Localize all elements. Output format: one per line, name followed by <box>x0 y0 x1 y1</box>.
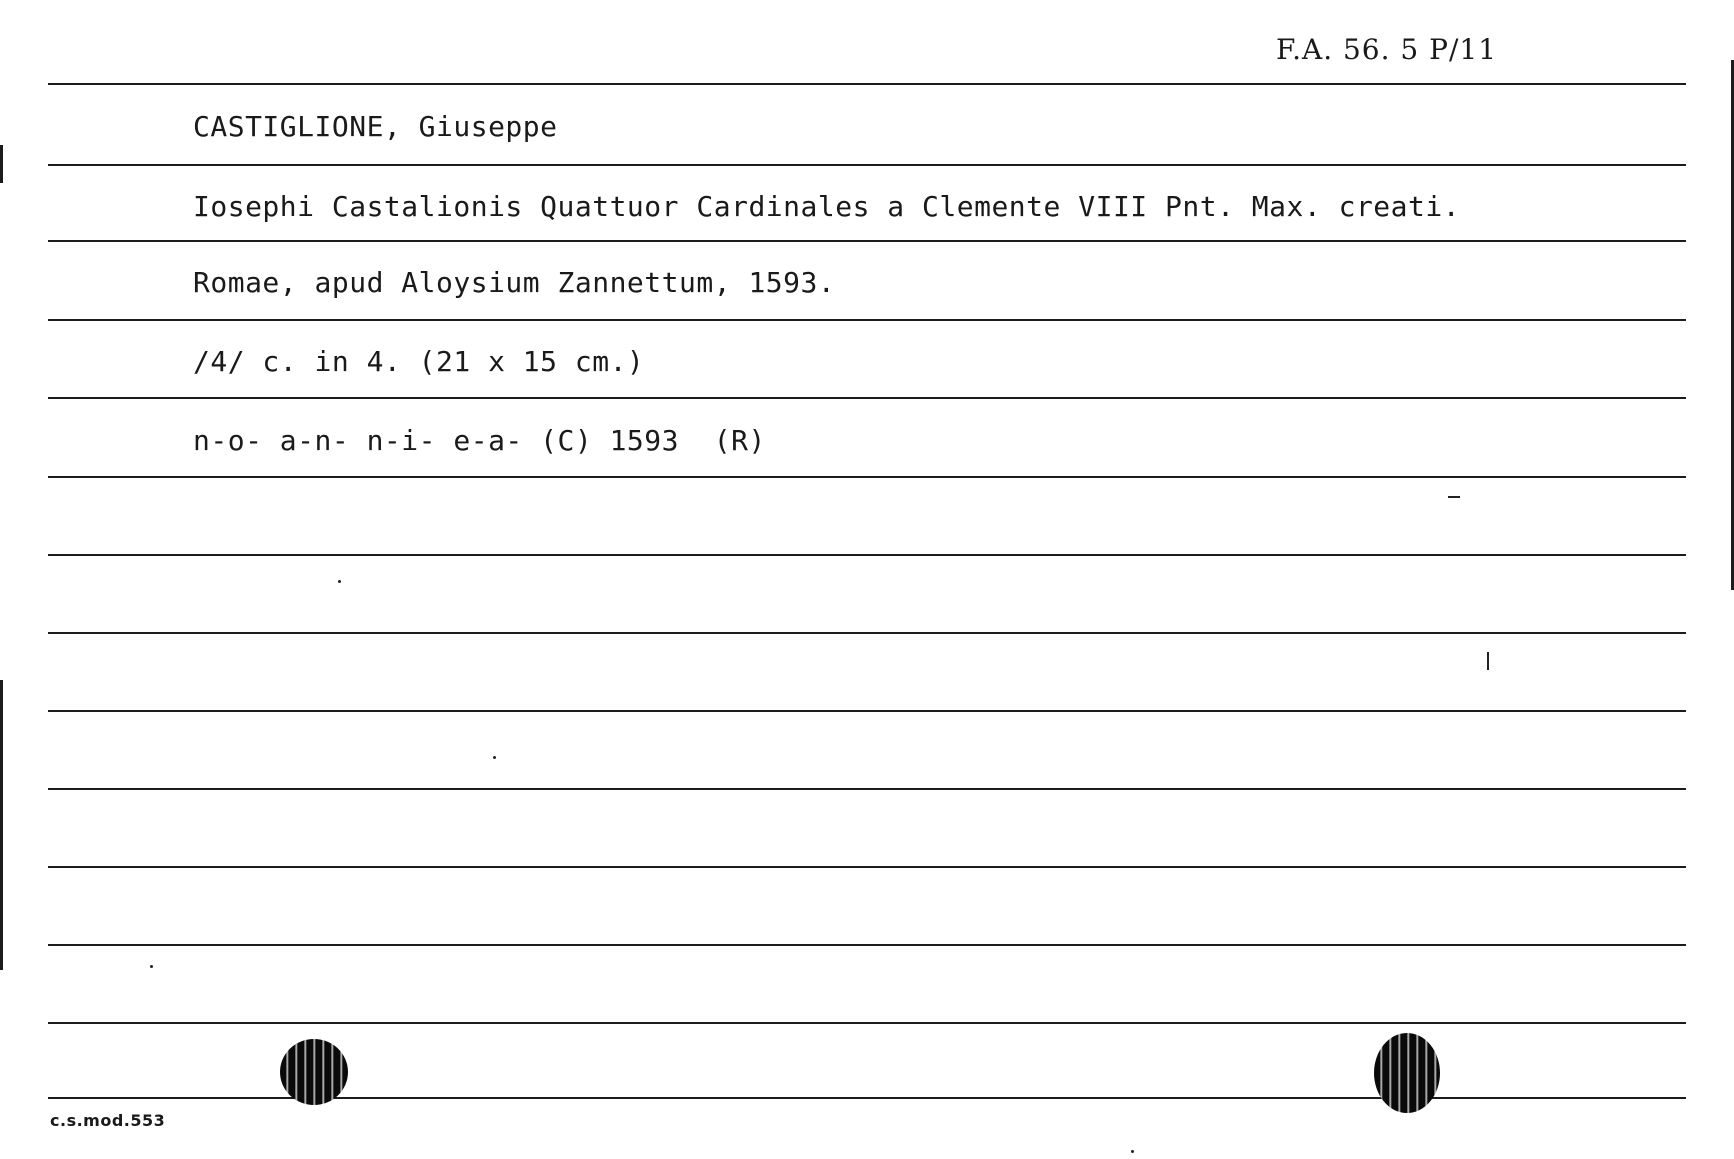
left-edge-mark <box>0 145 3 183</box>
ruled-line <box>48 554 1686 556</box>
punch-hole-left <box>280 1039 348 1105</box>
ruled-line <box>48 944 1686 946</box>
ruled-line <box>48 632 1686 634</box>
ruled-line <box>48 476 1686 478</box>
ruled-line <box>48 83 1686 85</box>
speck <box>1487 652 1489 670</box>
left-edge-mark <box>0 680 3 970</box>
author-heading: CASTIGLIONE, Giuseppe <box>193 110 558 143</box>
imprint-entry: Romae, apud Aloysium Zannettum, 1593. <box>193 266 836 299</box>
ruled-line <box>48 866 1686 868</box>
ruled-line <box>48 397 1686 399</box>
ruled-line <box>48 164 1686 166</box>
fingerprint-entry: n-o- a-n- n-i- e-a- (C) 1593 (R) <box>193 424 766 457</box>
speck <box>1448 496 1460 498</box>
punch-hole-right <box>1374 1033 1440 1113</box>
title-entry: Iosephi Castalionis Quattuor Cardinales a Clemente VIII Pnt. Max. creati. <box>193 190 1461 223</box>
ruled-line <box>48 240 1686 242</box>
ruled-line <box>48 1022 1686 1024</box>
speck <box>338 580 341 583</box>
ruled-line <box>48 319 1686 321</box>
ruled-line <box>48 710 1686 712</box>
speck <box>493 756 496 759</box>
collation-entry: /4/ c. in 4. (21 x 15 cm.) <box>193 345 645 378</box>
speck <box>1131 1150 1134 1153</box>
call-number: F.A. 56. 5 P/11 <box>1276 33 1498 66</box>
ruled-line <box>48 788 1686 790</box>
speck <box>150 965 153 968</box>
form-code: c.s.mod.553 <box>50 1111 166 1130</box>
